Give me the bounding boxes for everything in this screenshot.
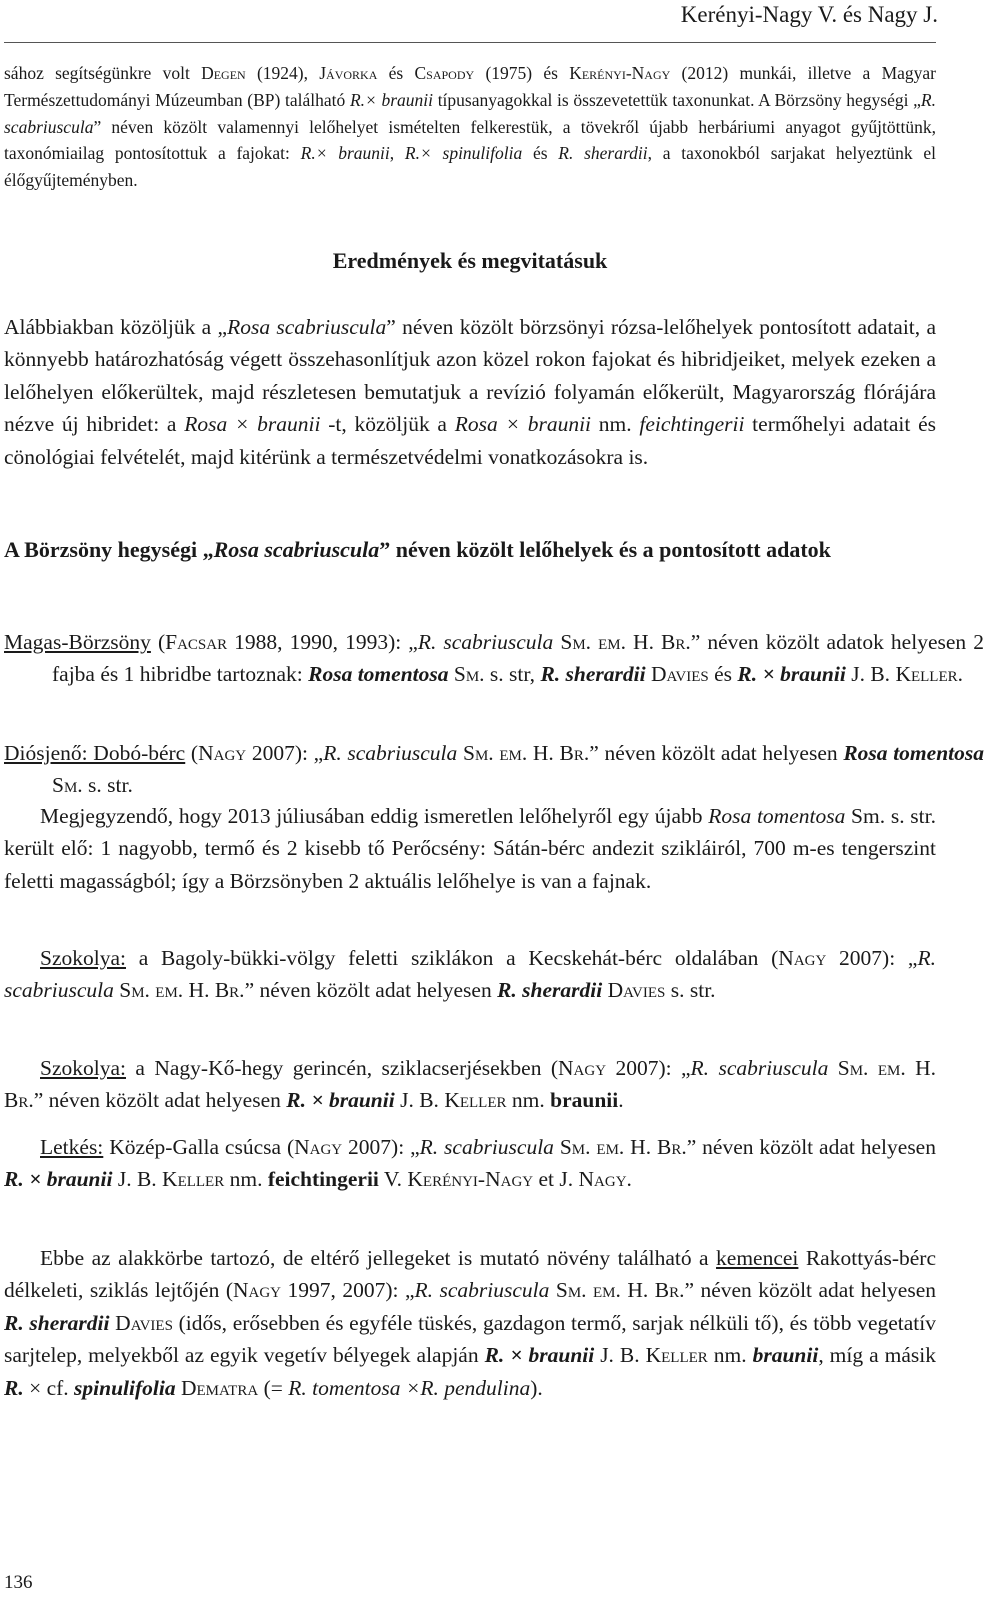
locality-letkes: Letkés: Közép-Galla csúcsa (Nagy 2007): „R. scabriuscula Sm. em. H. Br.” néven közölt adat helyesen R. × braunii J. B. Keller nm. feichtingerii V. Kerényi-Nagy et J. Nagy. [4, 1135, 936, 1192]
locality-szokolya-2: Szokolya: a Nagy-Kő-hegy gerincén, sziklacserjésekben (Nagy 2007): „R. scabriuscula Sm. em. H. Br.” néven közölt adat helyesen R. × braunii J. B. Keller nm. braunii. [4, 1056, 936, 1113]
results-paragraph: Alábbiakban közöljük a „Rosa scabriuscula” néven közölt börzsönyi rózsa-lelőhelyek pontosított adatait, a könnyebb határozhatóság végett összehasonlítjuk azon közel rokon fajokat és hibridjeiket, melyek ezeken a lelőhelyen előkerültek, majd részletesen bemutatjuk a revízió folyamán előkerült, Magyarország flórájára nézve új hibridet: a Rosa × braunii -t, közöljük a Rosa × braunii nm. feichtingerii termőhelyi adatait és cönológiai felvételét, majd kitérünk a természetvédelmi vonatkozásokra is. [4, 315, 936, 469]
locality-magas-borzsony: Magas-Börzsöny (Facsar 1988, 1990, 1993): „R. scabriuscula Sm. em. H. Br.” néven közölt adatok helyesen 2 fajba és 1 hibridbe tartoznak: Rosa tomentosa Sm. s. str, R. sherardii Davies és R. × braunii J. B. Keller. [4, 630, 984, 687]
page-number: 136 [4, 1572, 33, 1593]
intro-paragraph: sához segítségünkre volt Degen (1924), Jávorka és Csapody (1975) és Kerényi-Nagy (2012) munkái, illetve a Magyar Természettudományi Múzeumban (BP) található R.× braunii típusanyagokkal is összevetettük taxonunkat. A Börzsöny hegységi „R. scabriuscula” néven közölt valamennyi lelőhelyet ismételten felkerestük, a tövekről újabb herbáriumi anyagot gyűjtöttünk, taxonómiailag pontosítottuk a fajokat: R.× braunii, R.× spinulifolia és R. sherardii, a taxonokból sarjakat helyeztünk el élőgyűjteményben. [4, 63, 937, 191]
final-paragraph: Ebbe az alakkörbe tartozó, de eltérő jellegeket is mutató növény található a kemencei Rakottyás-bérc délkeleti, sziklás lejtőjén (Nagy 1997, 2007): „R. scabriuscula Sm. em. H. Br.” néven közölt adat helyesen R. sherardii Davies (idős, erősebben és egyféle tüskés, gazdagon termő, sarjak nélküli tő), és több vegetatív sarjtelep, melyekből az egyik vegetív bélyegek alapján R. × braunii J. B. Keller nm. braunii, míg a másik R. × cf. spinulifolia Dematra (= R. tomentosa ×R. pendulina). [4, 1246, 937, 1400]
running-head: Kerényi-Nagy V. és Nagy J. [680, 2, 938, 27]
locality-szokolya-1: Szokolya: a Bagoly-bükki-völgy feletti sziklákon a Kecskehát-bérc oldalában (Nagy 2007): „R. scabriuscula Sm. em. H. Br.” néven közölt adat helyesen R. sherardii Davies s. str. [4, 946, 936, 1003]
locality-diosjeno: Diósjenő: Dobó-bérc (Nagy 2007): „R. scabriuscula Sm. em. H. Br.” néven közölt adat helyesen Rosa tomentosa Sm. s. str. [4, 741, 984, 798]
section-title: Eredmények és megvitatásuk [332, 248, 608, 273]
note-paragraph: Megjegyzendő, hogy 2013 júliusában eddig ismeretlen lelőhelyről egy újabb Rosa tomentosa Sm. s. str. került elő: 1 nagyobb, termő és 2 kisebb tő Perőcsény: Sátán-bérc andezit szikláiról, 700 m-es tengerszint feletti magasságból; így a Börzsönyben 2 aktuális lelőhelye is van a fajnak. [4, 804, 936, 893]
subsection-heading: A Börzsöny hegységi „Rosa scabriuscula” néven közölt lelőhelyek és a pontosított adatok [4, 537, 831, 562]
header-rule [4, 42, 936, 43]
